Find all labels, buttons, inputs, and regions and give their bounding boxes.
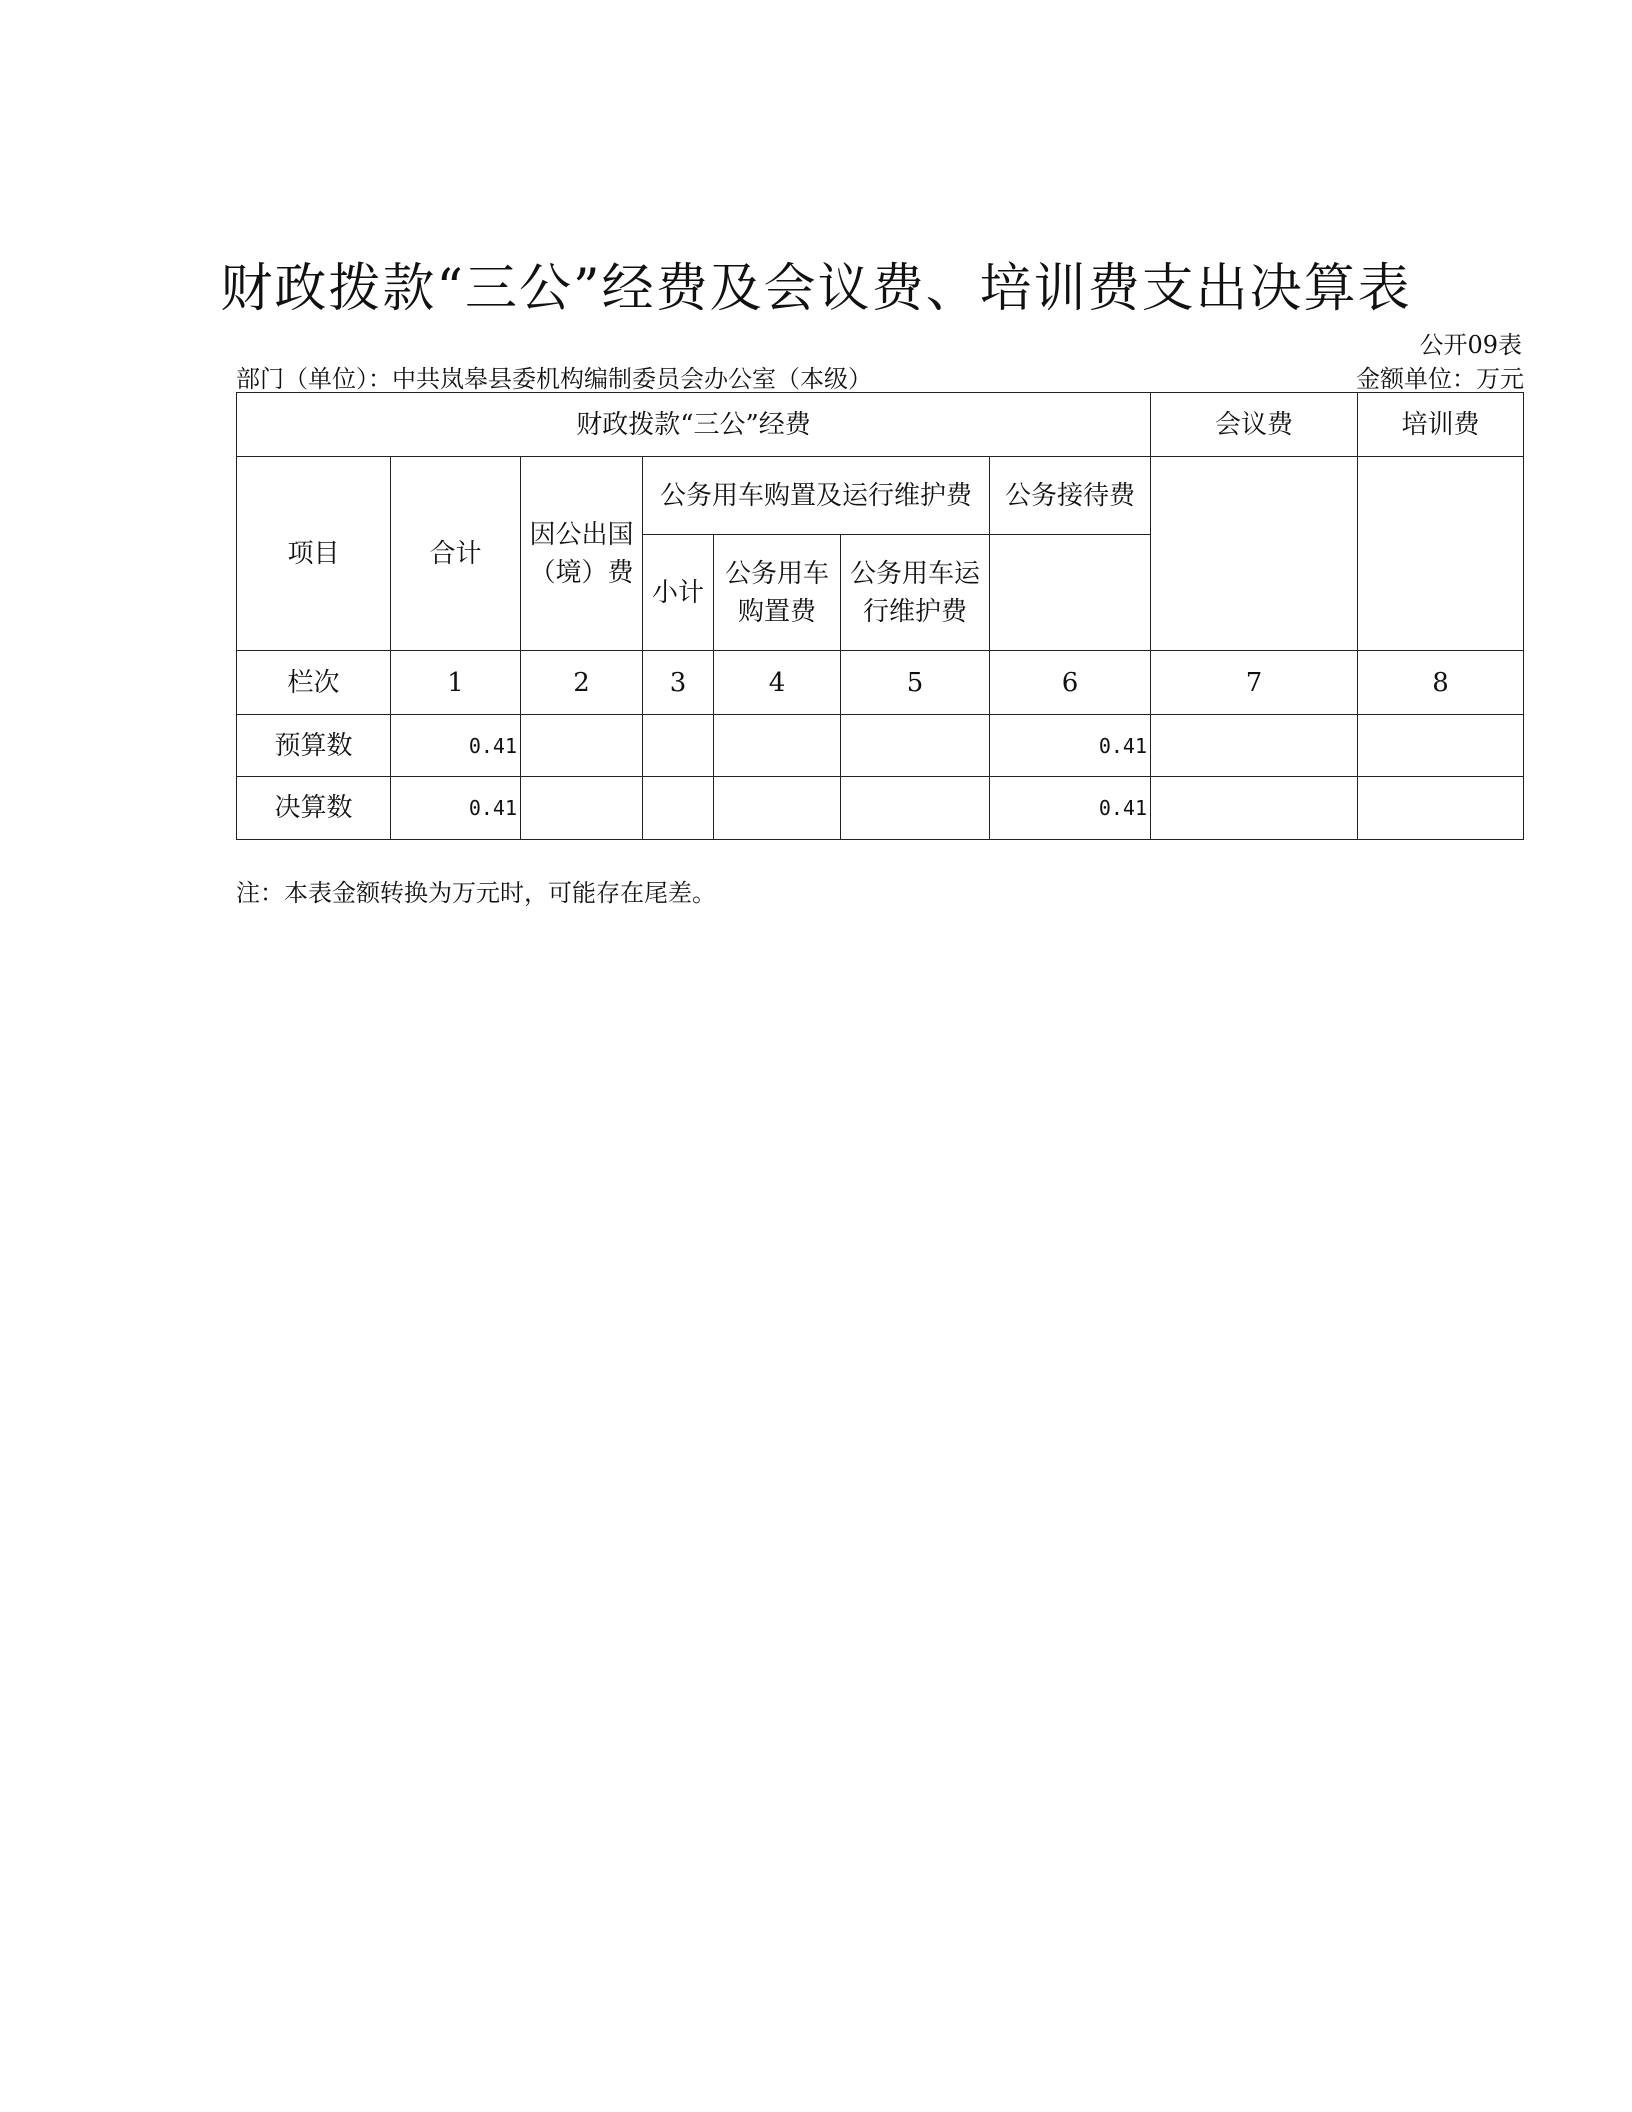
cell-meeting: [1151, 715, 1358, 777]
header-total: 合计: [391, 457, 521, 651]
cell-subtotal: [643, 777, 714, 840]
amount-unit-label: 金额单位：万元: [1356, 365, 1524, 393]
column-number: 2: [521, 651, 643, 715]
cell-vehicle-operation: [841, 777, 990, 840]
header-vehicle: 公务用车购置及运行维护费: [643, 457, 990, 535]
cell-training: [1358, 715, 1524, 777]
department-label: 部门（单位）：中共岚皋县委机构编制委员会办公室（本级）: [236, 365, 872, 393]
cell-abroad: [521, 777, 643, 840]
cell-reception: 0.41: [990, 715, 1151, 777]
cell-subtotal: [643, 715, 714, 777]
header-reception: 公务接待费: [990, 457, 1151, 535]
table-row-final: [237, 777, 1524, 840]
expenditure-table: [236, 392, 1524, 840]
header-abroad: 因公出国（境）费: [521, 457, 643, 651]
cell-meeting: [1151, 777, 1358, 840]
column-number: 1: [391, 651, 521, 715]
column-number: 3: [643, 651, 714, 715]
header-reception-blank: [990, 535, 1151, 651]
column-number-row: [237, 651, 1524, 715]
column-number-label: 栏次: [237, 651, 391, 715]
cell-training: [1358, 777, 1524, 840]
column-number: 6: [990, 651, 1151, 715]
column-number: 7: [1151, 651, 1358, 715]
header-row-2: [237, 457, 1524, 535]
header-meeting: 会议费: [1151, 393, 1358, 457]
cell-reception: 0.41: [990, 777, 1151, 840]
header-training-blank: [1358, 457, 1524, 651]
row-label: 决算数: [237, 777, 391, 840]
column-number: 4: [714, 651, 841, 715]
footnote: 注：本表金额转换为万元时，可能存在尾差。: [236, 879, 716, 907]
header-item: 项目: [237, 457, 391, 651]
page-title: 财政拨款“三公”经费及会议费、培训费支出决算表: [220, 259, 1412, 319]
header-row-1: [237, 393, 1524, 457]
cell-abroad: [521, 715, 643, 777]
header-sangong: 财政拨款“三公”经费: [237, 393, 1151, 457]
header-vehicle-operation: 公务用车运行维护费: [841, 535, 990, 651]
row-label: 预算数: [237, 715, 391, 777]
header-subtotal: 小计: [643, 535, 714, 651]
column-number: 8: [1358, 651, 1524, 715]
table-row-budget: [237, 715, 1524, 777]
cell-total: 0.41: [391, 715, 521, 777]
header-vehicle-purchase: 公务用车购置费: [714, 535, 841, 651]
cell-vehicle-operation: [841, 715, 990, 777]
cell-vehicle-purchase: [714, 777, 841, 840]
column-number: 5: [841, 651, 990, 715]
form-number: 公开09表: [1419, 331, 1522, 359]
header-meeting-blank: [1151, 457, 1358, 651]
cell-total: 0.41: [391, 777, 521, 840]
cell-vehicle-purchase: [714, 715, 841, 777]
header-training: 培训费: [1358, 393, 1524, 457]
